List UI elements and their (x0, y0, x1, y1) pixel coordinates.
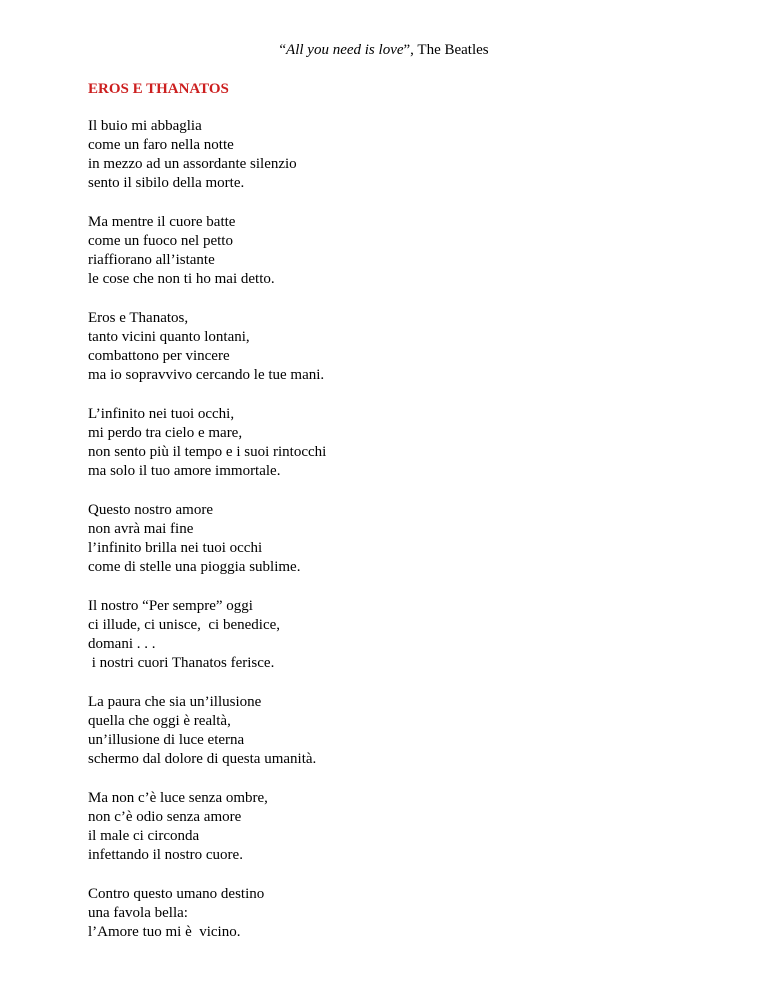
poem-line: Ma mentre il cuore batte (88, 214, 236, 230)
poem-line: sento il sibilo della morte. (88, 175, 245, 191)
header-song-title: All you need is love (286, 42, 404, 58)
poem-line: i nostri cuori Thanatos ferisce. (88, 655, 275, 671)
poem-line: l’Amore tuo mi è vicino. (88, 924, 241, 940)
poem-line: schermo dal dolore di questa umanità. (88, 751, 317, 767)
page-header (0, 41, 768, 59)
poem-line: Questo nostro amore (88, 502, 213, 518)
stanza (88, 309, 688, 385)
poem-line: una favola bella: (88, 905, 188, 921)
poem-line: Il buio mi abbaglia (88, 118, 202, 134)
poem-line: mi perdo tra cielo e mare, (88, 425, 243, 441)
stanza (88, 693, 688, 769)
poem-line: quella che oggi è realtà, (88, 713, 231, 729)
poem-line: un’illusione di luce eterna (88, 732, 245, 748)
stanza (88, 405, 688, 481)
header-artist: ”, The Beatles (403, 42, 489, 58)
stanza (88, 213, 688, 289)
stanza (88, 501, 688, 577)
poem-line: infettando il nostro cuore. (88, 847, 243, 863)
poem-line: come un fuoco nel petto (88, 233, 233, 249)
poem-title: EROS E THANATOS (88, 81, 229, 97)
poem-line: Il nostro “Per sempre” oggi (88, 598, 253, 614)
poem-line: non sento più il tempo e i suoi rintocchi (88, 444, 327, 460)
poem-body (88, 117, 688, 962)
poem-line: il male ci circonda (88, 828, 200, 844)
poem-line: domani . . . (88, 636, 156, 652)
poem-line: Ma non c’è luce senza ombre, (88, 790, 268, 806)
poem-line: come di stelle una pioggia sublime. (88, 559, 301, 575)
poem-line: combattono per vincere (88, 348, 230, 364)
poem-line: La paura che sia un’illusione (88, 694, 262, 710)
poem-line: in mezzo ad un assordante silenzio (88, 156, 297, 172)
poem-line: Eros e Thanatos, (88, 310, 189, 326)
stanza (88, 885, 688, 942)
poem-line: le cose che non ti ho mai detto. (88, 271, 275, 287)
poem-line: ma solo il tuo amore immortale. (88, 463, 281, 479)
poem-line: ci illude, ci unisce, ci benedice, (88, 617, 281, 633)
poem-line: riaffiorano all’istante (88, 252, 215, 268)
stanza (88, 789, 688, 865)
stanza (88, 597, 688, 673)
poem-line: L’infinito nei tuoi occhi, (88, 406, 235, 422)
poem-line: ma io sopravvivo cercando le tue mani. (88, 367, 325, 383)
poem-line: non c’è odio senza amore (88, 809, 242, 825)
poem-line: tanto vicini quanto lontani, (88, 329, 250, 345)
poem-line: Contro questo umano destino (88, 886, 265, 902)
poem-line: l’infinito brilla nei tuoi occhi (88, 540, 263, 556)
stanza (88, 117, 688, 193)
poem-line: come un faro nella notte (88, 137, 234, 153)
poem-line: non avrà mai fine (88, 521, 194, 537)
header-open-quote: “ (279, 42, 287, 58)
